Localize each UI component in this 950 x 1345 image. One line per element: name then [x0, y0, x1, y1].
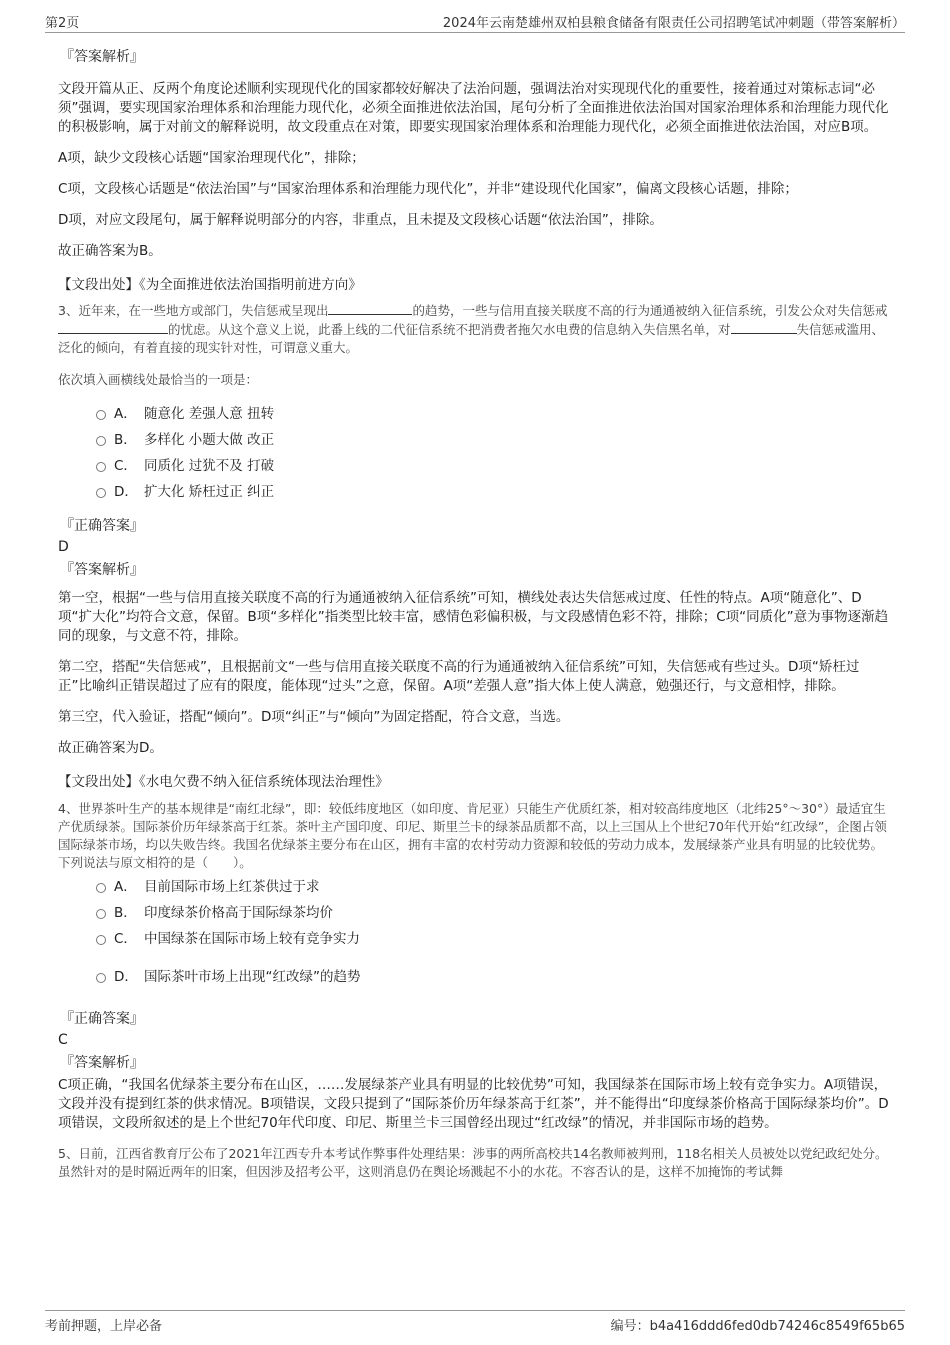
q4-option-d[interactable]: D． 国际茶叶市场上出现“红改绿”的趋势 [96, 964, 892, 990]
q2-analysis-p4: D项，对应文段尾句，属于解释说明部分的内容，非重点，且未提及文段核心话题“依法治国”，排除。 [58, 212, 663, 228]
q5-stem: 5、日前，江西省教育厅公布了2021年江西专升本考试作弊事件处理结果：涉事的两所高校共14名教师被判刑，118名相关人员被处以党纪政纪处分。虽然针对的是时隔近两年的旧案，但因涉及招考公平，这则消息仍在舆论场溅起不小的水花。不容否认的是，这样不加掩饰的考试舞 [58, 1146, 888, 1179]
q3-option-d[interactable]: D． 扩大化 矫枉过正 纠正 [96, 479, 892, 505]
q3-prompt: 依次填入画横线处最恰当的一项是： [58, 372, 259, 387]
q2-analysis-p3: C项，文段核心话题是“依法治国”与“国家治理体系和治理能力现代化”，并非“建设现代化国家”，偏离文段核心话题，排除； [58, 181, 798, 197]
q3-blank-2 [58, 320, 168, 334]
q3-analysis-label: 『答案解析』 [60, 562, 144, 578]
q3-blank-3 [731, 320, 797, 334]
q4-correct-answer: C [58, 1032, 68, 1048]
q3-analysis-p4: 故正确答案为D。 [58, 740, 163, 756]
q3-analysis-p2: 第二空，搭配“失信惩戒”，且根据前文“一些与信用直接关联度不高的行为通通被纳入征信系统”可知，失信惩戒有些过头。D项“矫枉过正”比喻纠正错误超过了应有的限度，能体现“过头”之意，保留。A项“差强人意”指大体上使人满意，勉强还行，与文意相悖，排除。 [58, 659, 860, 694]
q4-option-b[interactable]: B． 印度绿茶价格高于国际绿茶均价 [96, 900, 892, 926]
q3-option-a[interactable]: A． 随意化 差强人意 扭转 [96, 401, 892, 427]
q4-options [96, 874, 892, 990]
q3-blank-1 [328, 301, 412, 315]
q4-analysis-label: 『答案解析』 [60, 1055, 144, 1071]
q2-analysis-p5: 故正确答案为B。 [58, 243, 162, 259]
radio-icon[interactable] [96, 488, 106, 498]
radio-icon[interactable] [96, 462, 106, 472]
footer-slogan: 考前押题，上岸必备 [45, 1319, 163, 1334]
document-title: 2024年云南楚雄州双柏县粮食储备有限责任公司招聘笔试冲刺题（带答案解析） [442, 16, 905, 31]
radio-icon[interactable] [96, 973, 106, 983]
q3-option-c[interactable]: C． 同质化 过犹不及 打破 [96, 453, 892, 479]
q3-correct-answer: D [58, 539, 69, 555]
q3-correct-label: 『正确答案』 [60, 518, 144, 534]
page-content [56, 46, 892, 1193]
q3-analysis-p1: 第一空，根据“一些与信用直接关联度不高的行为通通被纳入征信系统”可知，横线处表达失信惩戒过度、任性的特点。A项“随意化”、D项“扩大化”均符合文意，保留。B项“多样化”指类型比较丰富，感情色彩偏积极，与文段感情色彩不符，排除；C项“同质化”意为事物逐渐趋同的现象，与文意不符，排除。 [58, 590, 889, 644]
q4-stem: 4、世界茶叶生产的基本规律是“南红北绿”，即：较低纬度地区（如印度、肯尼亚）只能生产优质红茶，相对较高纬度地区（北纬25°～30°）最适宜生产优质绿茶。国际茶价历年绿茶高于红茶。茶叶主产国印度、印尼、斯里兰卡的绿茶品质都不高，以上三国从上个世纪70年代开始“红改绿”，企图占领国际绿茶市场，均以失败告终。我国名优绿茶主要分布在山区，拥有丰富的农村劳动力资源和较低的劳动力成本，发展绿茶产业具有明显的比较优势。 [58, 801, 887, 852]
q2-source: 【文段出处】《为全面推进依法治国指明前进方向》 [58, 277, 362, 293]
page-footer [45, 1310, 905, 1337]
q2-analysis-p2: A项，缺少文段核心话题“国家治理现代化”，排除； [58, 150, 365, 166]
q3-source: 【文段出处】《水电欠费不纳入征信系统体现法治理性》 [58, 774, 389, 790]
q3-stem: 3、近年来，在一些地方或部门，失信惩戒呈现出 的趋势，一些与信用直接关联度不高的行为通通被纳入征信系统，引发公众对失信惩戒的忧虑。从这个意义上说，此番上线的二代征信系统不把消费者拖欠水电费的信息纳入失信黑名单，对 失信惩戒滥用、泛化的倾向，有着直接的现实针对性，可谓意义重大。 [58, 303, 888, 355]
radio-icon[interactable] [96, 410, 106, 420]
q3-analysis-p3: 第三空，代入验证，搭配“倾向”。D项“纠正”与“倾向”为固定搭配，符合文意，当选。 [58, 709, 570, 725]
page-header [45, 12, 905, 33]
radio-icon[interactable] [96, 883, 106, 893]
radio-icon[interactable] [96, 935, 106, 945]
q2-analysis-p1: 文段开篇从正、反两个角度论述顺利实现现代化的国家都较好解决了法治问题，强调法治对实现现代化的重要性，接着通过对策标志词“必须”强调，要实现国家治理体系和治理能力现代化，必须全面推进依法治国，尾句分析了全面推进依法治国对国家治理体系和治理能力现代化的积极影响，属于对前文的解释说明，故文段重点在对策，即要实现国家治理体系和治理能力现代化，必须全面推进依法治国，对应B项。 [58, 81, 889, 135]
radio-icon[interactable] [96, 436, 106, 446]
q3-options [96, 401, 892, 505]
q4-option-c[interactable]: C． 中国绿茶在国际市场上较有竞争实力 [96, 926, 892, 952]
q4-analysis: C项正确，“我国名优绿茶主要分布在山区，……发展绿茶产业具有明显的比较优势”可知，我国绿茶在国际市场上较有竞争实力。A项错误，文段并没有提到红茶的供求情况。B项错误，文段只提到了“国际茶价历年绿茶高于红茶”，并不能得出“印度绿茶价格高于国际绿茶均价”。D项错误，文段所叙述的是上个世纪70年代印度、印尼、斯里兰卡三国曾经出现过“红改绿”的情况，并非国际市场的趋势。 [58, 1077, 889, 1131]
document-id: 编号：b4a416ddd6fed0db74246c8549f65b65 [610, 1319, 905, 1334]
page-number: 第2页 [45, 16, 80, 31]
q4-prompt: 下列说法与原文相符的是（ ）。 [58, 855, 252, 870]
q4-option-a[interactable]: A． 目前国际市场上红茶供过于求 [96, 874, 892, 900]
q3-option-b[interactable]: B． 多样化 小题大做 改正 [96, 427, 892, 453]
q4-correct-label: 『正确答案』 [60, 1011, 144, 1027]
radio-icon[interactable] [96, 909, 106, 919]
q2-analysis-label: 『答案解析』 [60, 49, 144, 65]
